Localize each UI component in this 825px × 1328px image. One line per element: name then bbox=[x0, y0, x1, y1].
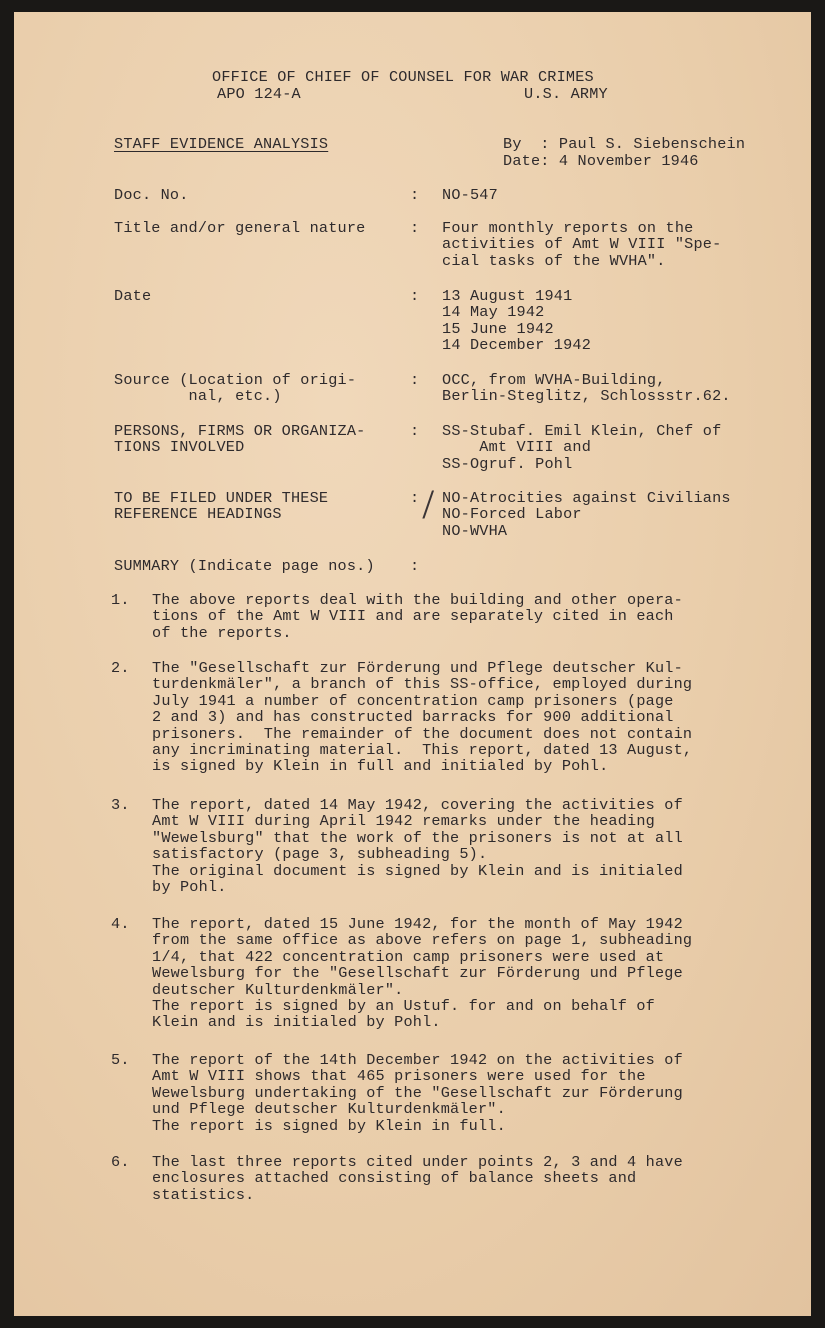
item-number: 4. bbox=[111, 915, 130, 933]
filed-under-value: NO-Atrocities against Civilians NO-Forced Labor NO-WVHA bbox=[442, 489, 731, 540]
title-nature-colon: : bbox=[410, 219, 420, 237]
item-number: 5. bbox=[111, 1051, 130, 1069]
filed-under-label: TO BE FILED UNDER THESE REFERENCE HEADINGS bbox=[114, 489, 329, 524]
source-value: OCC, from WVHA-Building, Berlin-Steglitz, Schlossstr.62. bbox=[442, 371, 731, 406]
persons-label: PERSONS, FIRMS OR ORGANIZA- TIONS INVOLVED bbox=[114, 422, 366, 457]
summary-colon: : bbox=[410, 557, 420, 575]
analysis-date-line: Date: 4 November 1946 bbox=[503, 152, 699, 170]
form-title: STAFF EVIDENCE ANALYSIS bbox=[114, 135, 329, 153]
summary-paragraph: The above reports deal with the building and other opera- tions of the Amt W VIII and are separately cited in each of the reports. bbox=[152, 591, 683, 642]
date-label: Date bbox=[114, 287, 152, 305]
summary-label: SUMMARY (Indicate page nos.) bbox=[114, 557, 375, 575]
summary-paragraph: The report, dated 15 June 1942, for the month of May 1942 from the same office as above refers on page 1, subheading 1/4, that 422 concentration camp prisoners were used at Wewelsburg for the "Gesellschaft zur Förderung und Pflege deutscher Kulturdenkmäler". The report is signed by an Ustuf. for and on behalf of Klein and is initialed by Pohl. bbox=[152, 915, 693, 1032]
persons-value: SS-Stubaf. Emil Klein, Chef of Amt VIII and SS-Ogruf. Pohl bbox=[442, 422, 722, 473]
item-number: 1. bbox=[111, 591, 130, 609]
summary-paragraph: The report of the 14th December 1942 on the activities of Amt W VIII shows that 465 prisoners were used for the Wewelsburg undertaking of the "Gesellschaft zur Förderung und Pflege deutscher Kulturdenkmäler". The report is signed by Klein in full. bbox=[152, 1051, 683, 1135]
bracket-mark: / bbox=[421, 487, 436, 531]
doc-no-value: NO-547 bbox=[442, 186, 498, 204]
persons-colon: : bbox=[410, 422, 420, 440]
source-label: Source (Location of origi- nal, etc.) bbox=[114, 371, 357, 406]
army-label: U.S. ARMY bbox=[524, 85, 608, 103]
item-number: 2. bbox=[111, 659, 130, 677]
date-value: 13 August 1941 14 May 1942 15 June 1942 14 December 1942 bbox=[442, 287, 592, 355]
doc-no-colon: : bbox=[410, 186, 420, 204]
office-heading: OFFICE OF CHIEF OF COUNSEL FOR WAR CRIMES bbox=[212, 68, 594, 86]
date-colon: : bbox=[410, 287, 420, 305]
title-nature-label: Title and/or general nature bbox=[114, 219, 366, 237]
summary-paragraph: The report, dated 14 May 1942, covering the activities of Amt W VIII during April 1942 remarks under the heading "Wewelsburg" that the work of the prisoners is not at all satisfactory (page 3, subheading 5). The original document is signed by Klein and is initialed by Pohl. bbox=[152, 796, 683, 897]
document-page bbox=[14, 12, 811, 1316]
item-number: 6. bbox=[111, 1153, 130, 1171]
title-nature-value: Four monthly reports on the activities of Amt W VIII "Spe- cial tasks of the WVHA". bbox=[442, 219, 722, 270]
filed-under-colon: : bbox=[410, 489, 420, 507]
summary-paragraph: The "Gesellschaft zur Förderung und Pflege deutscher Kul- turdenkmäler", a branch of this SS-office, employed during July 1941 a number of concentration camp prisoners (page 2 and 3) and has constructed barracks for 900 additional prisoners. The remainder of the document does not contain any incriminating material. This report, dated 13 August, is signed by Klein in full and initialed by Pohl. bbox=[152, 659, 693, 776]
apo-number: APO 124-A bbox=[217, 85, 301, 103]
doc-no-label: Doc. No. bbox=[114, 186, 189, 204]
item-number: 3. bbox=[111, 796, 130, 814]
analyst-by-line: By : Paul S. Siebenschein bbox=[503, 135, 746, 153]
source-colon: : bbox=[410, 371, 420, 389]
summary-paragraph: The last three reports cited under points 2, 3 and 4 have enclosures attached consisting of balance sheets and statistics. bbox=[152, 1153, 683, 1204]
